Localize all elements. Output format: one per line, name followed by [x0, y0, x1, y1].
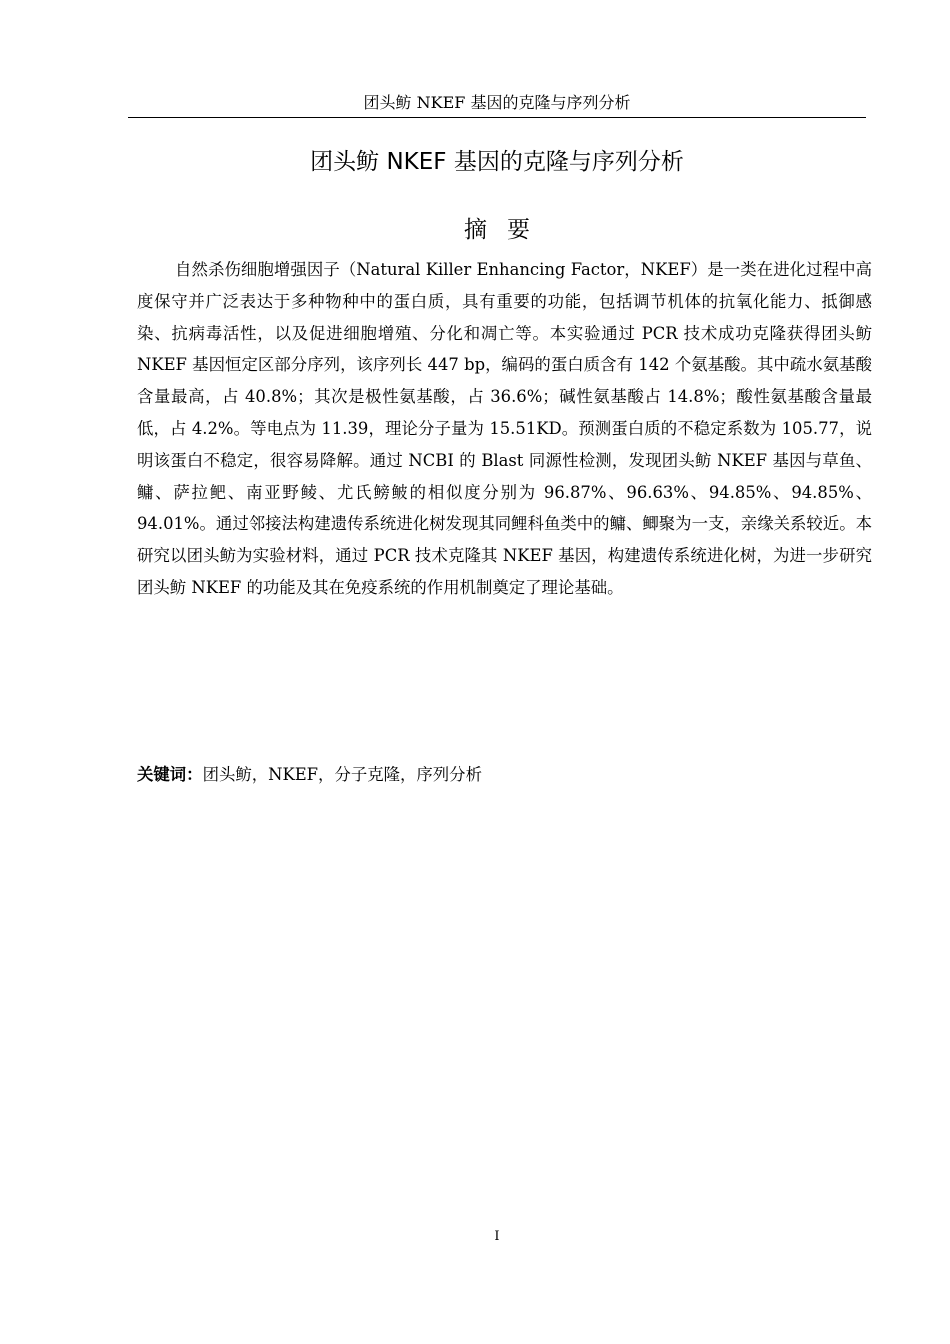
abstract-body: 自然杀伤细胞增强因子（Natural Killer Enhancing Factor，NKEF）是一类在进化过程中高度保守并广泛表达于多种物种中的蛋白质，具有重要的功能，包括调节机体的抗氧化能力、抵御感染、抗病毒活性，以及促进细胞增殖、分化和凋亡等。本实验通过 PCR 技术成功克隆获得团头鲂 NKEF 基因恒定区部分序列，该序列长 447 bp，编码的蛋白质含有 142 个氨基酸。其中疏水氨基酸含量最高，占 40.8%；其次是极性氨基酸，占 36.6%；碱性氨基酸占 14.8%；酸性氨基酸含量最低，占 4.2%。等电点为 11.39，理论分子量为 15.51KD。预测蛋白质的不稳定系数为 105.77，说明该蛋白不稳定，很容易降解。通过 NCBI 的 Blast 同源性检测，发现团头鲂 NKEF 基因与草鱼、鳙、萨拉鲃、南亚野鲮、尤氏鳑鲏的相似度分别为 96.87%、96.63%、94.85%、94.85%、94.01%。通过邻接法构建遗传系统进化树发现其同鲤科鱼类中的鳙、鲫聚为一支，亲缘关系较近。本研究以团头鲂为实验材料，通过 PCR 技术克隆其 NKEF 基因，构建遗传系统进化树，为进一步研究团头鲂 NKEF 的功能及其在免疫系统的作用机制奠定了理论基础。 — [137, 260, 872, 597]
abstract-heading: 摘要 — [464, 217, 550, 243]
keywords-label: 关键词： — [137, 765, 203, 784]
keywords-text: 团头鲂，NKEF，分子克隆，序列分析 — [202, 765, 482, 784]
document-title: 团头鲂 NKEF 基因的克隆与序列分析 — [310, 149, 684, 175]
page-number: I — [494, 1229, 500, 1244]
header-rule — [128, 117, 866, 118]
keywords-line — [137, 760, 872, 790]
running-header: 团头鲂 NKEF 基因的克隆与序列分析 — [363, 93, 631, 112]
